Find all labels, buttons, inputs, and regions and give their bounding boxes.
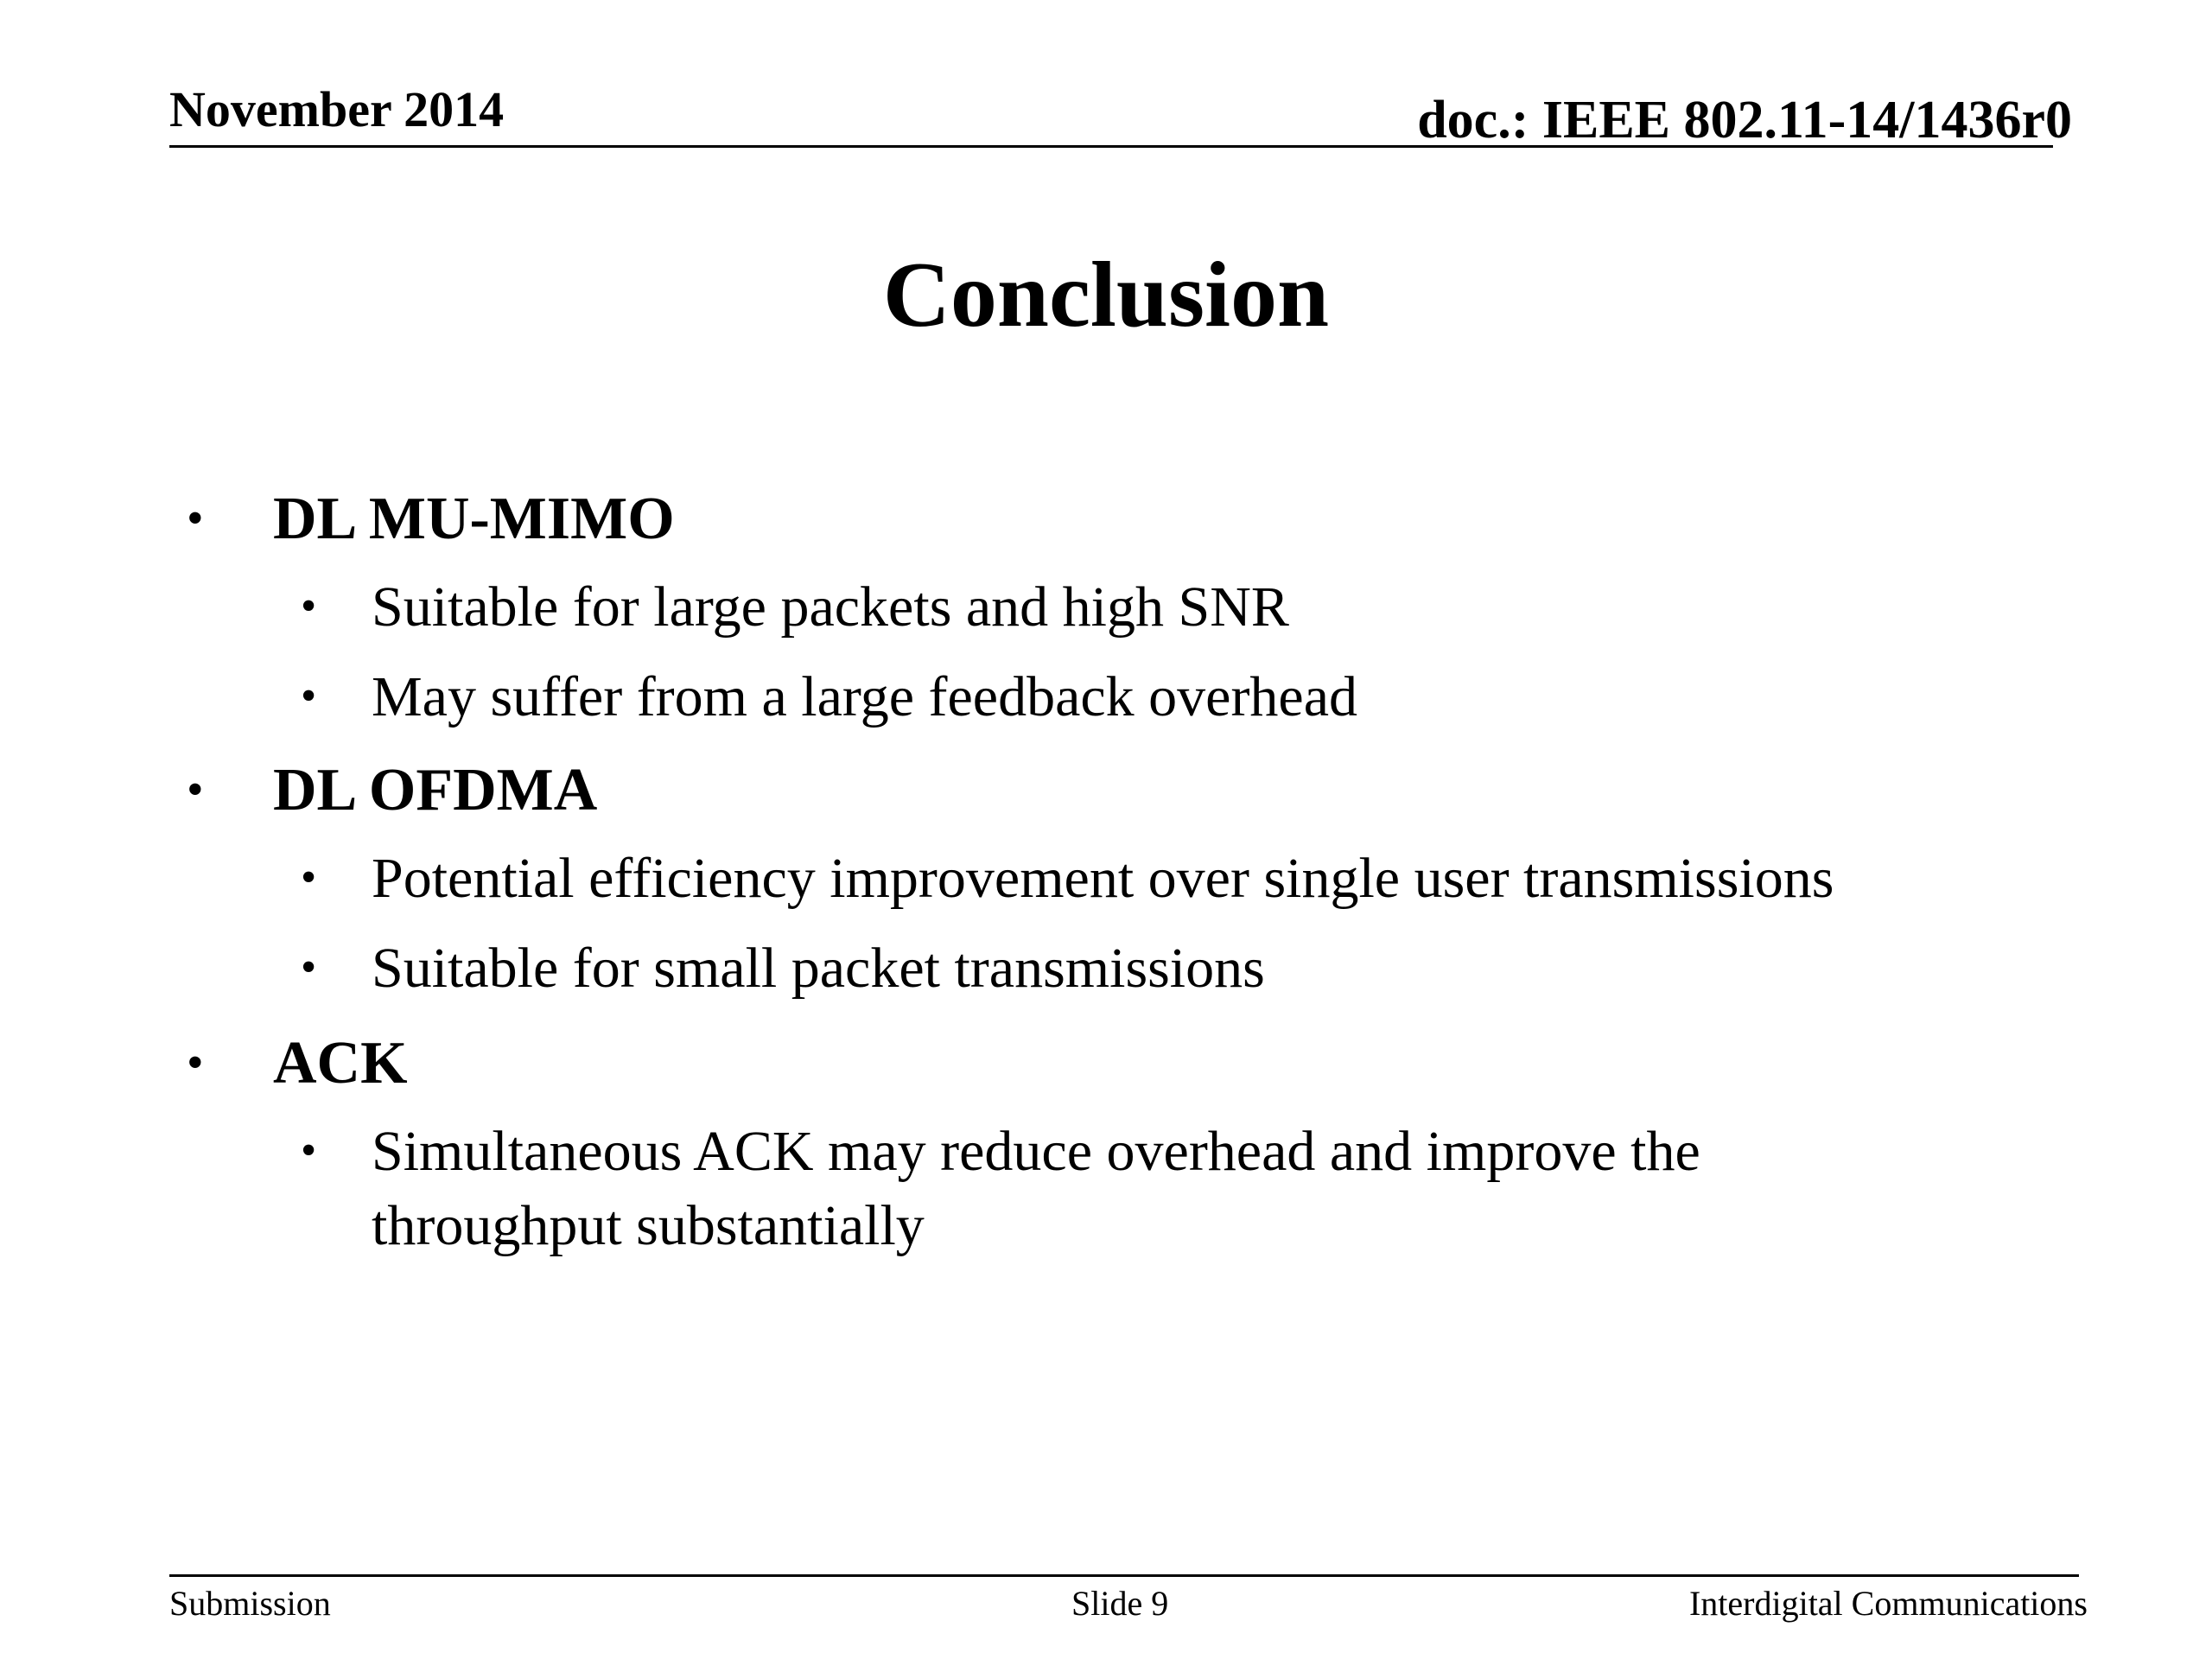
bullet-heading-ack bbox=[187, 1030, 408, 1096]
bullet-icon: • bbox=[301, 582, 317, 631]
bullet-item bbox=[301, 937, 1265, 1000]
bullet-item bbox=[301, 665, 1358, 728]
bullet-item bbox=[301, 847, 1834, 910]
footer-company: Interdigital Communications bbox=[1688, 1584, 2088, 1623]
bullet-item-label: Suitable for small packet transmissions bbox=[372, 937, 1265, 1000]
bullet-icon: • bbox=[187, 492, 204, 545]
bullet-item-label: Simultaneous ACK may reduce overhead and improve the bbox=[372, 1120, 1700, 1183]
bullet-icon: • bbox=[301, 943, 317, 992]
header-date: November 2014 bbox=[169, 81, 505, 137]
footer-divider bbox=[169, 1574, 2079, 1577]
bullet-item-label: May suffer from a large feedback overhead bbox=[372, 665, 1358, 728]
bullet-item bbox=[301, 575, 1289, 639]
bullet-heading-label: DL OFDMA bbox=[273, 757, 598, 823]
bullet-item bbox=[301, 1120, 1700, 1257]
bullet-icon: • bbox=[187, 1036, 204, 1090]
bullet-item-label: Suitable for large packets and high SNR bbox=[372, 575, 1289, 639]
bullet-item-label-continued: throughput substantially bbox=[372, 1194, 925, 1257]
bullet-item-label: Potential efficiency improvement over single user transmissions bbox=[372, 847, 1834, 910]
footer-submission: Submission bbox=[169, 1584, 331, 1623]
footer-slide-number: Slide 9 bbox=[1071, 1584, 1169, 1623]
bullet-icon: • bbox=[187, 763, 204, 817]
bullet-heading-label: DL MU-MIMO bbox=[273, 486, 675, 552]
bullet-heading-dl-ofdma bbox=[187, 757, 598, 823]
bullet-heading-label: ACK bbox=[273, 1030, 408, 1096]
slide-title: Conclusion bbox=[882, 244, 1330, 346]
bullet-icon: • bbox=[301, 853, 317, 902]
header-doc-id: doc.: IEEE 802.11-14/1436r0 bbox=[1417, 91, 2072, 149]
bullet-icon: • bbox=[301, 671, 317, 721]
bullet-icon: • bbox=[301, 1126, 317, 1175]
bullet-heading-dl-mu-mimo bbox=[187, 486, 675, 552]
